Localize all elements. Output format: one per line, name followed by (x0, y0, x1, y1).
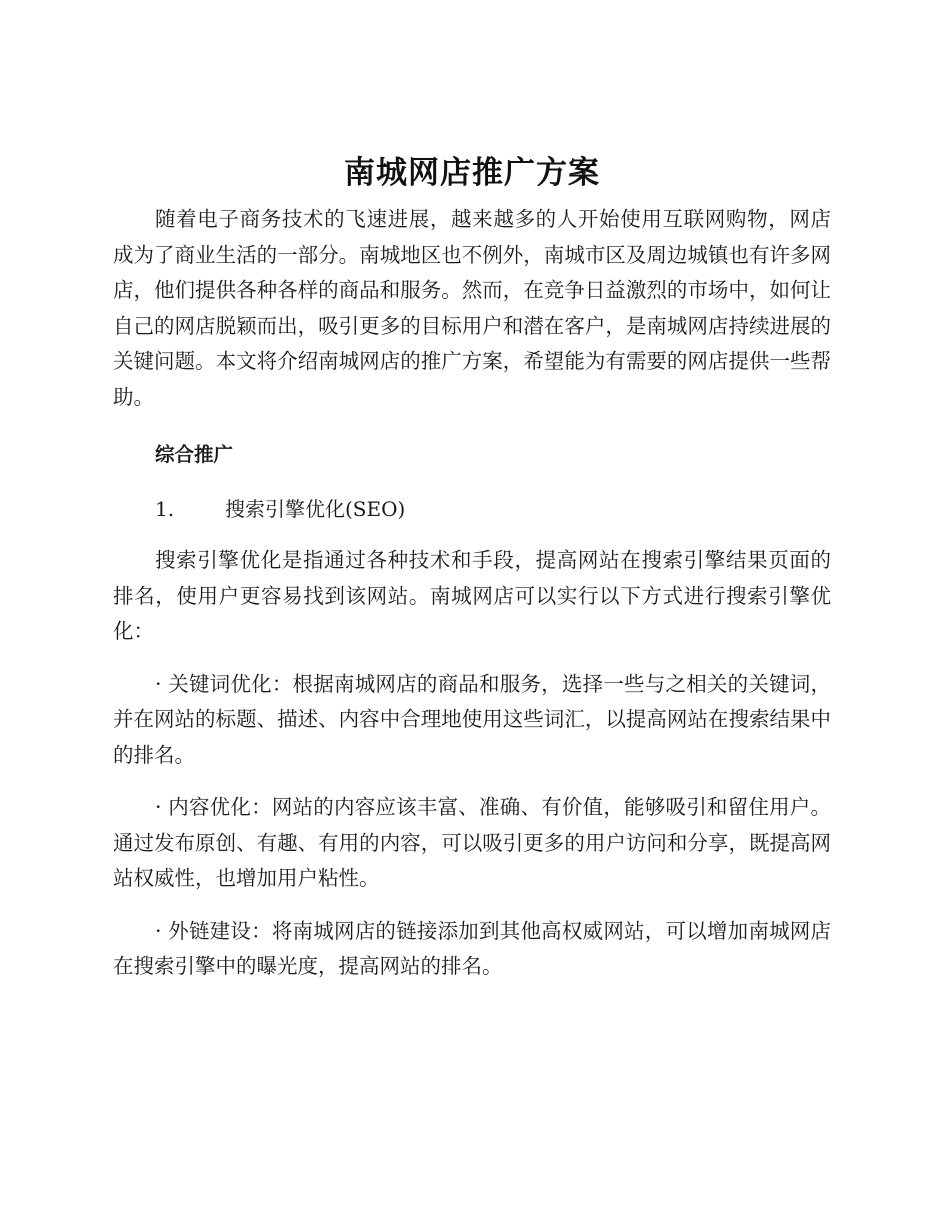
document-page (113, 150, 831, 985)
list-item-text: 搜索引擎优化(SEO) (225, 497, 406, 521)
bullet-backlink-building: · 外链建设：将南城网店的链接添加到其他高权威网站，可以增加南城网店在搜索引擎中的曝光度，提高网站的排名。 (113, 918, 831, 978)
intro-paragraph: 随着电子商务技术的飞速进展，越来越多的人开始使用互联网购物，网店成为了商业生活的一部分。南城地区也不例外，南城市区及周边城镇也有许多网店，他们提供各种各样的商品和服务。然而，在竞争日益激烈的市场中，如何让自己的网店脱颖而出，吸引更多的目标用户和潜在客户，是南城网店持续进展的关键问题。本文将介绍南城网店的推广方案，希望能为有需要的网店提供一些帮助。 (113, 207, 831, 409)
bullet-keyword-optimization: · 关键词优化：根据南城网店的商品和服务，选择一些与之相关的关键词，并在网站的标题、描述、内容中合理地使用这些词汇，以提高网站在搜索结果中的排名。 (113, 671, 831, 767)
list-item-number: 1. (155, 497, 175, 521)
document-title: 南城网店推广方案 (344, 155, 600, 191)
section-heading: 综合推广 (155, 443, 234, 466)
seo-description-paragraph: 搜索引擎优化是指通过各种技术和手段，提高网站在搜索引擎结果页面的排名，使用户更容易找到该网站。南城网店可以实行以下方式进行搜索引擎优化： (113, 548, 831, 643)
numbered-list-item (113, 492, 831, 526)
bullet-content-optimization: · 内容优化：网站的内容应该丰富、准确、有价值，能够吸引和留住用户。通过发布原创、有趣、有用的内容，可以吸引更多的用户访问和分享，既提高网站权威性，也增加用户粘性。 (113, 795, 831, 890)
